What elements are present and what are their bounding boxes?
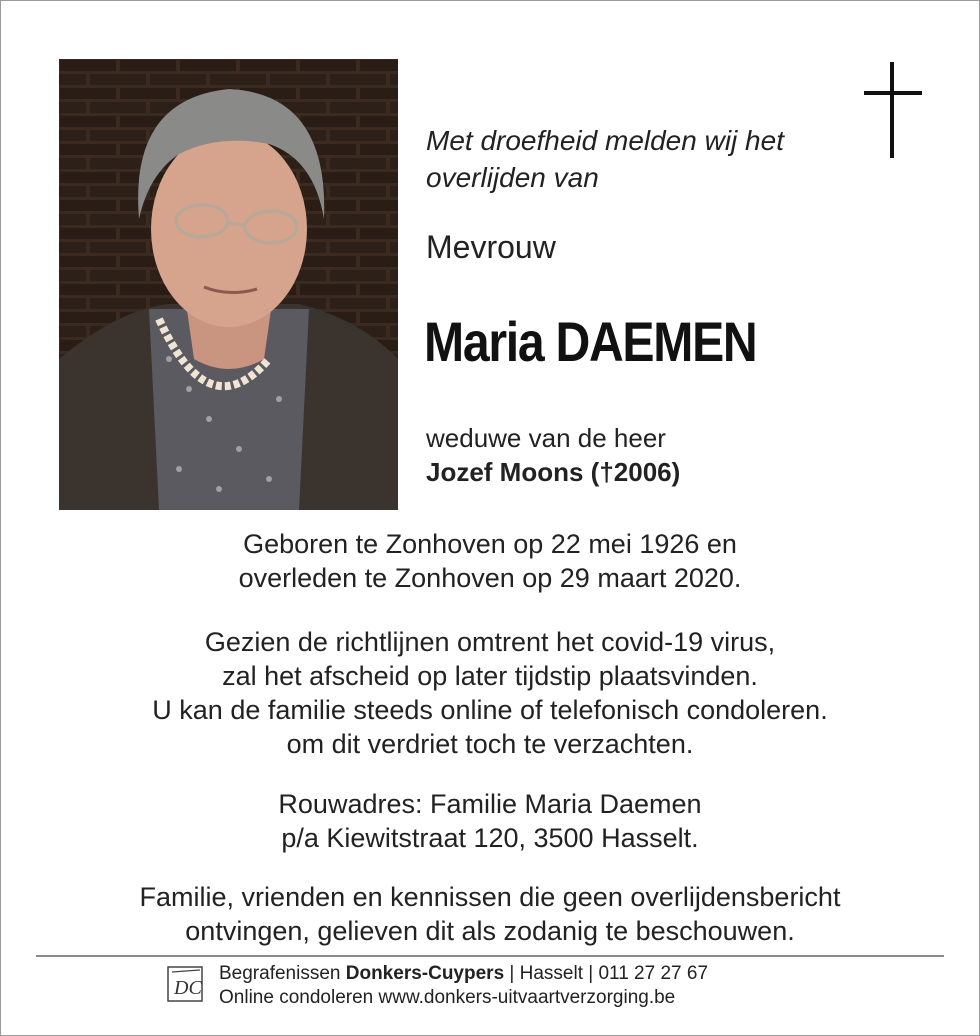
text-line: Gezien de richtlijnen omtrent het covid-19 virus, xyxy=(204,627,776,657)
widow-line: weduwe van de heer xyxy=(426,423,666,453)
text-line: Familie, vrienden en kennissen die geen overlijdensbericht xyxy=(139,882,841,912)
text-line: p/a Kiewitstraat 120, 3500 Hasselt. xyxy=(281,823,699,853)
text-line: overleden te Zonhoven op 29 maart 2020. xyxy=(238,563,742,593)
logo-letters: DC xyxy=(174,977,202,999)
intro-text xyxy=(426,122,856,196)
cross-icon xyxy=(864,62,922,158)
portrait-photo xyxy=(59,59,398,510)
salutation: Mevrouw xyxy=(426,229,556,265)
widow-info xyxy=(426,421,680,489)
husband-name: Jozef Moons (†2006) xyxy=(426,457,681,487)
deceased-name: Maria DAEMEN xyxy=(424,310,757,373)
text-line: ontvingen, gelieven dit als zodanig te beschouwen. xyxy=(185,916,795,946)
text-line: Rouwadres: Familie Maria Daemen xyxy=(278,789,702,819)
birth-death-paragraph xyxy=(0,527,980,595)
funeral-home-logo xyxy=(166,964,206,1004)
footer-line-1 xyxy=(219,962,708,986)
text-line: om dit verdriet toch te verzachten. xyxy=(286,729,694,759)
intro-line: overlijden van xyxy=(426,162,599,193)
covid-notice-paragraph xyxy=(0,625,980,761)
footer-prefix: Begrafenissen xyxy=(219,963,346,984)
intro-line: Met droefheid melden wij het xyxy=(426,125,784,156)
address-paragraph xyxy=(0,787,980,855)
text-line: U kan de familie steeds online of telefonisch condoleren. xyxy=(152,695,828,725)
closing-paragraph xyxy=(0,880,980,948)
footer-online-link[interactable]: Online condoleren www.donkers-uitvaartverzorging.be xyxy=(219,987,676,1008)
company-name: Donkers-Cuypers xyxy=(345,963,505,984)
text-line: zal het afscheid op later tijdstip plaatsvinden. xyxy=(222,661,758,691)
divider xyxy=(36,955,944,957)
footer-info xyxy=(219,962,708,1010)
text-line: Geboren te Zonhoven op 22 mei 1926 en xyxy=(243,529,737,559)
footer-contact: | Hasselt | 011 27 27 67 xyxy=(504,963,709,984)
